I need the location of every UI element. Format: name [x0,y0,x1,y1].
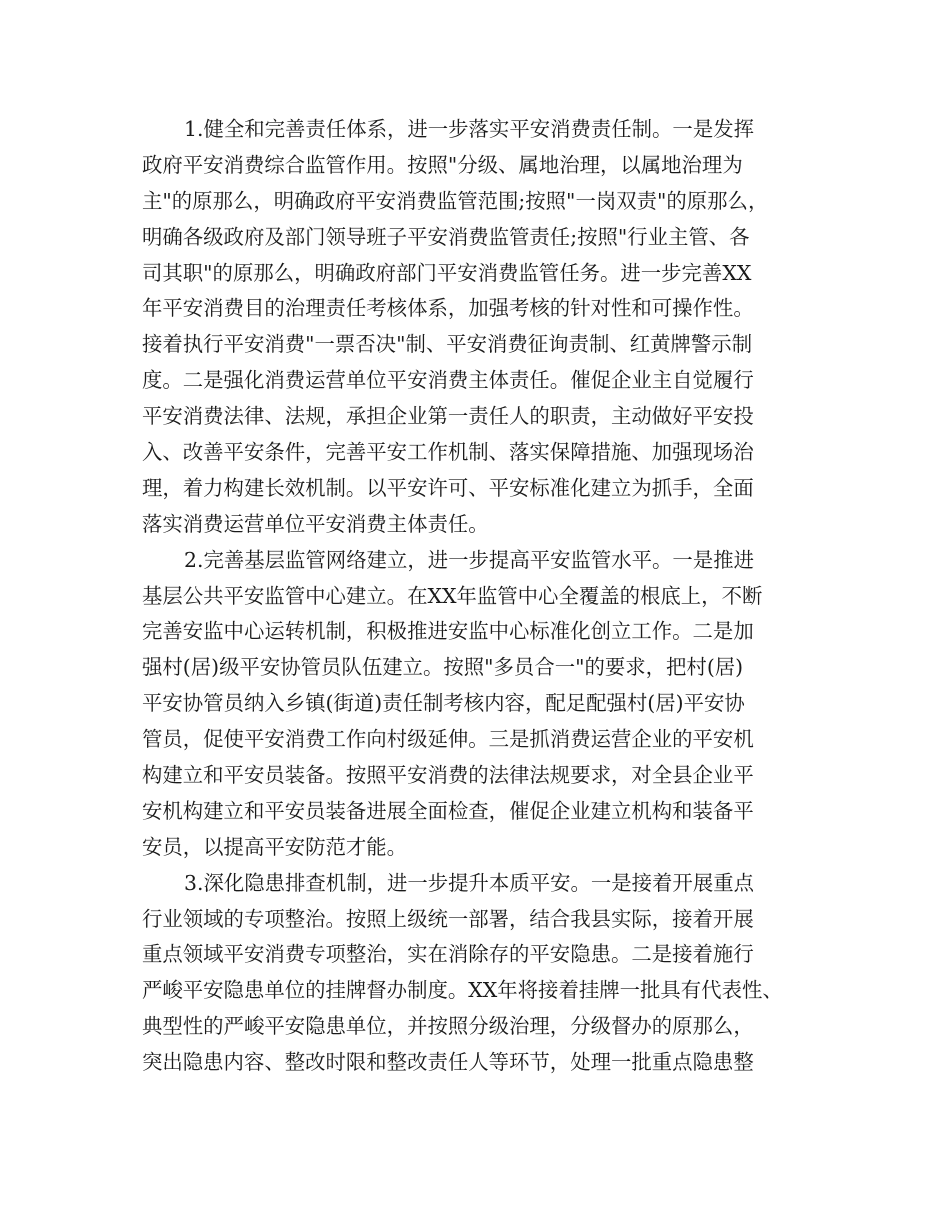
text-line: 落实消费运营单位平安消费主体责任。 [142,511,489,536]
text-line: 主"的原那么，明确政府平安消费监管范围;按照"一岗双责"的原那么， [142,188,769,213]
text-line: 入、改善平安条件，完善平安工作机制、落实保障措施、加强现场治 [142,440,754,465]
text-line: 2.完善基层监管网络建立，进一步提高平安监管水平。一是推进 [184,547,754,572]
text-line: 完善安监中心运转机制，积极推进安监中心标准化创立工作。二是加 [142,619,754,644]
text-line: 平安消费法律、法规，承担企业第一责任人的职责，主动做好平安投 [142,404,754,429]
text-line: 构建立和平安员装备。按照平安消费的法律法规要求，对全县企业平 [142,763,754,788]
text-line: 安机构建立和平安员装备进展全面检查，催促企业建立机构和装备平 [142,798,754,823]
text-line: 明确各级政府及部门领导班子平安消费监管责任;按照"行业主管、各 [142,224,750,249]
text-line: 行业领域的专项整治。按照上级统一部署，结合我县实际，接着开展 [142,906,754,931]
text-line: 政府平安消费综合监管作用。按照"分级、属地治理，以属地治理为 [142,152,743,177]
text-line: 重点领域平安消费专项整治，实在消除存的平安隐患。二是接着施行 [142,942,754,967]
text-line: 理，着力构建长效机制。以平安许可、平安标准化建立为抓手，全面 [142,475,754,500]
text-line: 突出隐患内容、整改时限和整改责任人等环节，处理一批重点隐患整 [142,1050,754,1075]
paragraph-3 [142,866,814,1081]
text-line: 管员，促使平安消费工作向村级延伸。三是抓消费运营企业的平安机 [142,727,754,752]
text-line: 典型性的严峻平安隐患单位，并按照分级治理，分级督办的原那么， [142,1014,754,1039]
paragraph-2 [142,543,814,866]
text-line: 严峻平安隐患单位的挂牌督办制度。XX年将接着挂牌一批具有代表性、 [142,978,783,1003]
text-line: 基层公共平安监管中心建立。在XX年监管中心全覆盖的根底上，不断 [142,583,763,608]
text-line: 平安协管员纳入乡镇(街道)责任制考核内容，配足配强村(居)平安协 [142,691,745,716]
paragraph-1 [142,112,814,543]
text-line: 度。二是强化消费运营单位平安消费主体责任。催促企业主自觉履行 [142,368,754,393]
text-line: 年平安消费目的治理责任考核体系，加强考核的针对性和可操作性。 [142,296,754,321]
text-line: 1.健全和完善责任体系，进一步落实平安消费责任制。一是发挥 [184,117,754,141]
text-line: 司其职"的原那么，明确政府部门平安消费监管任务。进一步完善XX [142,260,752,285]
document-body [142,112,814,1081]
text-line: 强村(居)级平安协管员队伍建立。按照"多员合一"的要求，把村(居) [142,655,744,680]
text-line: 接着执行平安消费"一票否决"制、平安消费征询责制、红黄牌警示制 [142,332,753,357]
text-line: 3.深化隐患排查机制，进一步提升本质平安。一是接着开展重点 [184,870,754,895]
text-line: 安员，以提高平安防范才能。 [142,834,408,859]
